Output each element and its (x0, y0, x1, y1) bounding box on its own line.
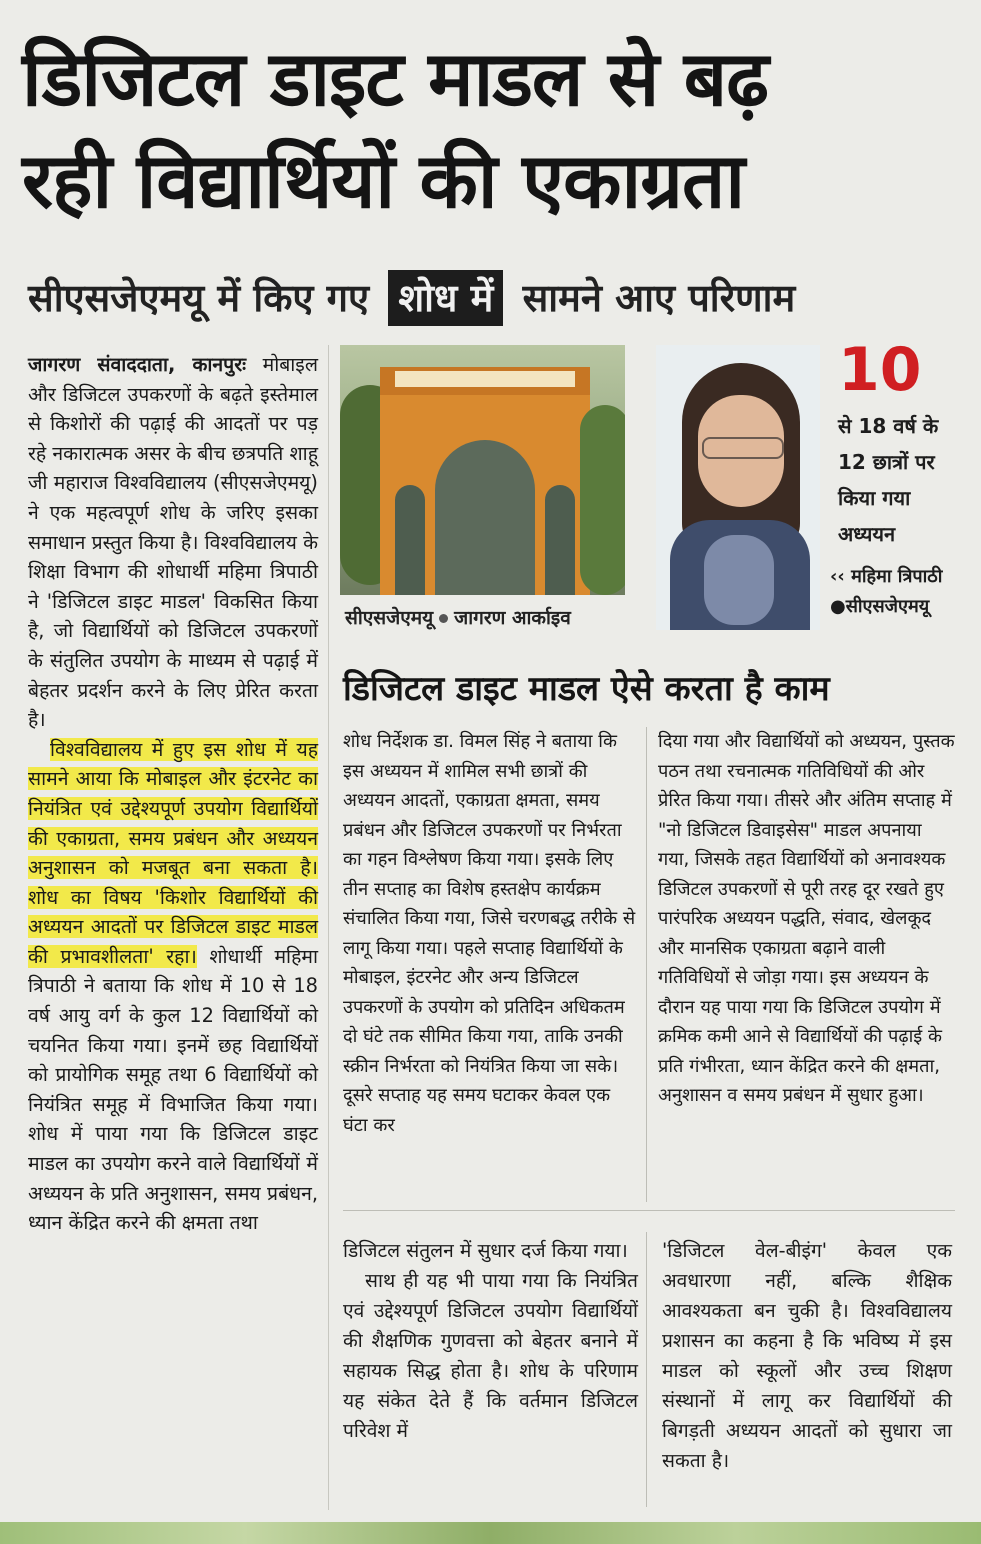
subhead-after: सामने आए परिणाम (522, 276, 796, 320)
subheadline (28, 270, 958, 326)
box-divider (646, 727, 647, 1202)
article-column-3: 'डिजिटल वेल-बीइंग' केवल एक अवधारणा नहीं, बल्कि शैक्षिक आवश्यकता बन चुकी है। विश्वविद्यालय प्रशासन का कहना है कि भविष्य में इस माडल को स्कूलों और उच्च शिक्षण संस्थानों में लागू कर विद्यार्थियों की बिगड़ती अध्ययन आदतों को सुधारा जा सकता है। (662, 1239, 952, 1472)
section-divider (343, 1210, 955, 1211)
portrait-caption-credit: ●सीएसजेएमयू (830, 596, 930, 617)
headline (22, 28, 962, 232)
glasses-icon (702, 437, 784, 459)
portrait-caption-name: ‹‹ महिमा त्रिपाठी (830, 566, 943, 587)
col1-para-1: मोबाइल और डिजिटल उपकरणों के बढ़ते इस्तेमाल से किशोरों की पढ़ाई की आदतों पर पड़ रहे नकारात्मक असर के बीच छत्रपति शाहू जी महाराज विश्वविद्यालय (सीएसजेएमयू) ने एक महत्वपूर्ण शोध के जरिए इसका समाधान प्रस्तुत किया है। विश्वविद्यालय के शिक्षा विभाग की शोधार्थी महिमा त्रिपाठी ने 'डिजिटल डाइट माडल' विकसित किया है, जो विद्यार्थियों को डिजिटल उपकरणों के संतुलित उपयोग के माध्यम से पढ़ाई में बेहतर प्रदर्शन करने के लिए प्रेरित करता है। (28, 353, 318, 732)
box-column-2: दिया गया और विद्यार्थियों को अध्ययन, पुस्तक पठन तथा रचनात्मक गतिविधियों की ओर प्रेरित किया गया। तीसरे और अंतिम सप्ताह में "नो डिजिटल डिवाइसेस" माडल अपनाया गया, जिसके तहत विद्यार्थियों को अनावश्यक डिजिटल उपकरणों से पूरी तरह दूर रखते हुए पारंपरिक अध्ययन पद्धति, संवाद, खेलकूद और मानसिक एकाग्रता बढ़ाने वाली गतिविधियों से जोड़ा गया। इस अध्ययन के दौरान यह पाया गया कि डिजिटल उपयोग में क्रमिक कमी आने से विद्यार्थियों की पढ़ाई के प्रति गंभीरता, ध्यान केंद्रित करने की क्षमता, अनुशासन व समय प्रबंधन में सुधार हुआ। (658, 731, 955, 1106)
article-column-1 (28, 350, 318, 1238)
col4-para-1: डिजिटल संतुलन में सुधार दर्ज किया गया। (343, 1239, 628, 1262)
researcher-portrait (656, 345, 820, 630)
university-gate-photo (340, 345, 625, 595)
camera-icon (439, 614, 448, 623)
box-column-1: शोध निर्देशक डा. विमल सिंह ने बताया कि इस अध्ययन में शामिल सभी छात्रों की अध्ययन आदतों, एकाग्रता क्षमता, समय प्रबंधन और डिजिटल उपकरणों पर निर्भरता का गहन विश्लेषण किया गया। इसके लिए तीन सप्ताह का विशेष हस्तक्षेप कार्यक्रम संचालित किया गया, जिसे चरणबद्ध तरीके से लागू किया गया। पहले सप्ताह विद्यार्थियों के मोबाइल, इंटरनेट और अन्य डिजिटल उपकरणों के उपयोग को प्रतिदिन अधिकतम दो घंटे तक सीमित किया गया, ताकि उनकी स्क्रीन निर्भरता को नियंत्रित किया जा सके। दूसरे सप्ताह यह समय घटाकर केवल एक घंटा कर (343, 731, 636, 1136)
subhead-before: सीएसजेएमयू में किए गए (28, 276, 370, 320)
photo-caption: सीएसजेएमयू जागरण आर्काइव (345, 607, 571, 629)
fact-text: से 18 वर्ष के 12 छात्रों पर किया गया अध्ययन (838, 414, 939, 546)
column-divider (328, 345, 329, 1510)
article-column-2 (343, 1236, 638, 1446)
box-heading: डिजिटल डाइट माडल ऐसे करता है काम (343, 669, 830, 709)
subhead-boxed: शोध में (388, 270, 503, 326)
col4-para-2: साथ ही यह भी पाया गया कि नियंत्रित एवं उद्देश्यपूर्ण डिजिटल उपयोग विद्यार्थियों की शैक्षणिक गुणवत्ता को बेहतर बनाने में सहायक सिद्ध होता है। शोध के परिणाम यह संकेत देते हैं कि वर्तमान डिजिटल परिवेश में (343, 1269, 638, 1442)
headline-line-2: रही विद्यार्थियों की एकाग्रता (22, 136, 745, 225)
highlighted-text: विश्वविद्यालय में हुए इस शोध में यह सामने आया कि मोबाइल और इंटरनेट का नियंत्रित एवं उद्देश्यपूर्ण उपयोग विद्यार्थियों की एकाग्रता, समय प्रबंधन और अध्ययन अनुशासन को मजबूत बना सकता है। शोध का विषय 'किशोर विद्यार्थियों की अध्ययन आदतों पर डिजिटल डाइट माडल की प्रभावशीलता' रहा। (28, 737, 318, 968)
bottom-edge (0, 1522, 981, 1544)
dateline: जागरण संवाददाता, कानपुरः (28, 353, 247, 376)
fact-number: 10 (838, 335, 922, 405)
col1-para-2: शोधार्थी महिमा त्रिपाठी ने बताया कि शोध में 10 से 18 वर्ष आयु वर्ग के कुल 12 विद्यार्थियों को चयनित किया गया। इनमें छह विद्यार्थियों को प्रायोगिक समूह तथा 6 विद्यार्थियों को नियंत्रित समूह में विभाजित किया गया। शोध में पाया गया कि डिजिटल डाइट माडल का उपयोग करने वाले विद्यार्थियों में अध्ययन के प्रति अनुशासन, समय प्रबंधन, ध्यान केंद्रित करने की क्षमता तथा (28, 944, 318, 1235)
portrait-caption (830, 562, 970, 622)
headline-line-1: डिजिटल डाइट माडल से बढ़ (22, 34, 768, 123)
column-divider-2 (646, 1232, 647, 1507)
